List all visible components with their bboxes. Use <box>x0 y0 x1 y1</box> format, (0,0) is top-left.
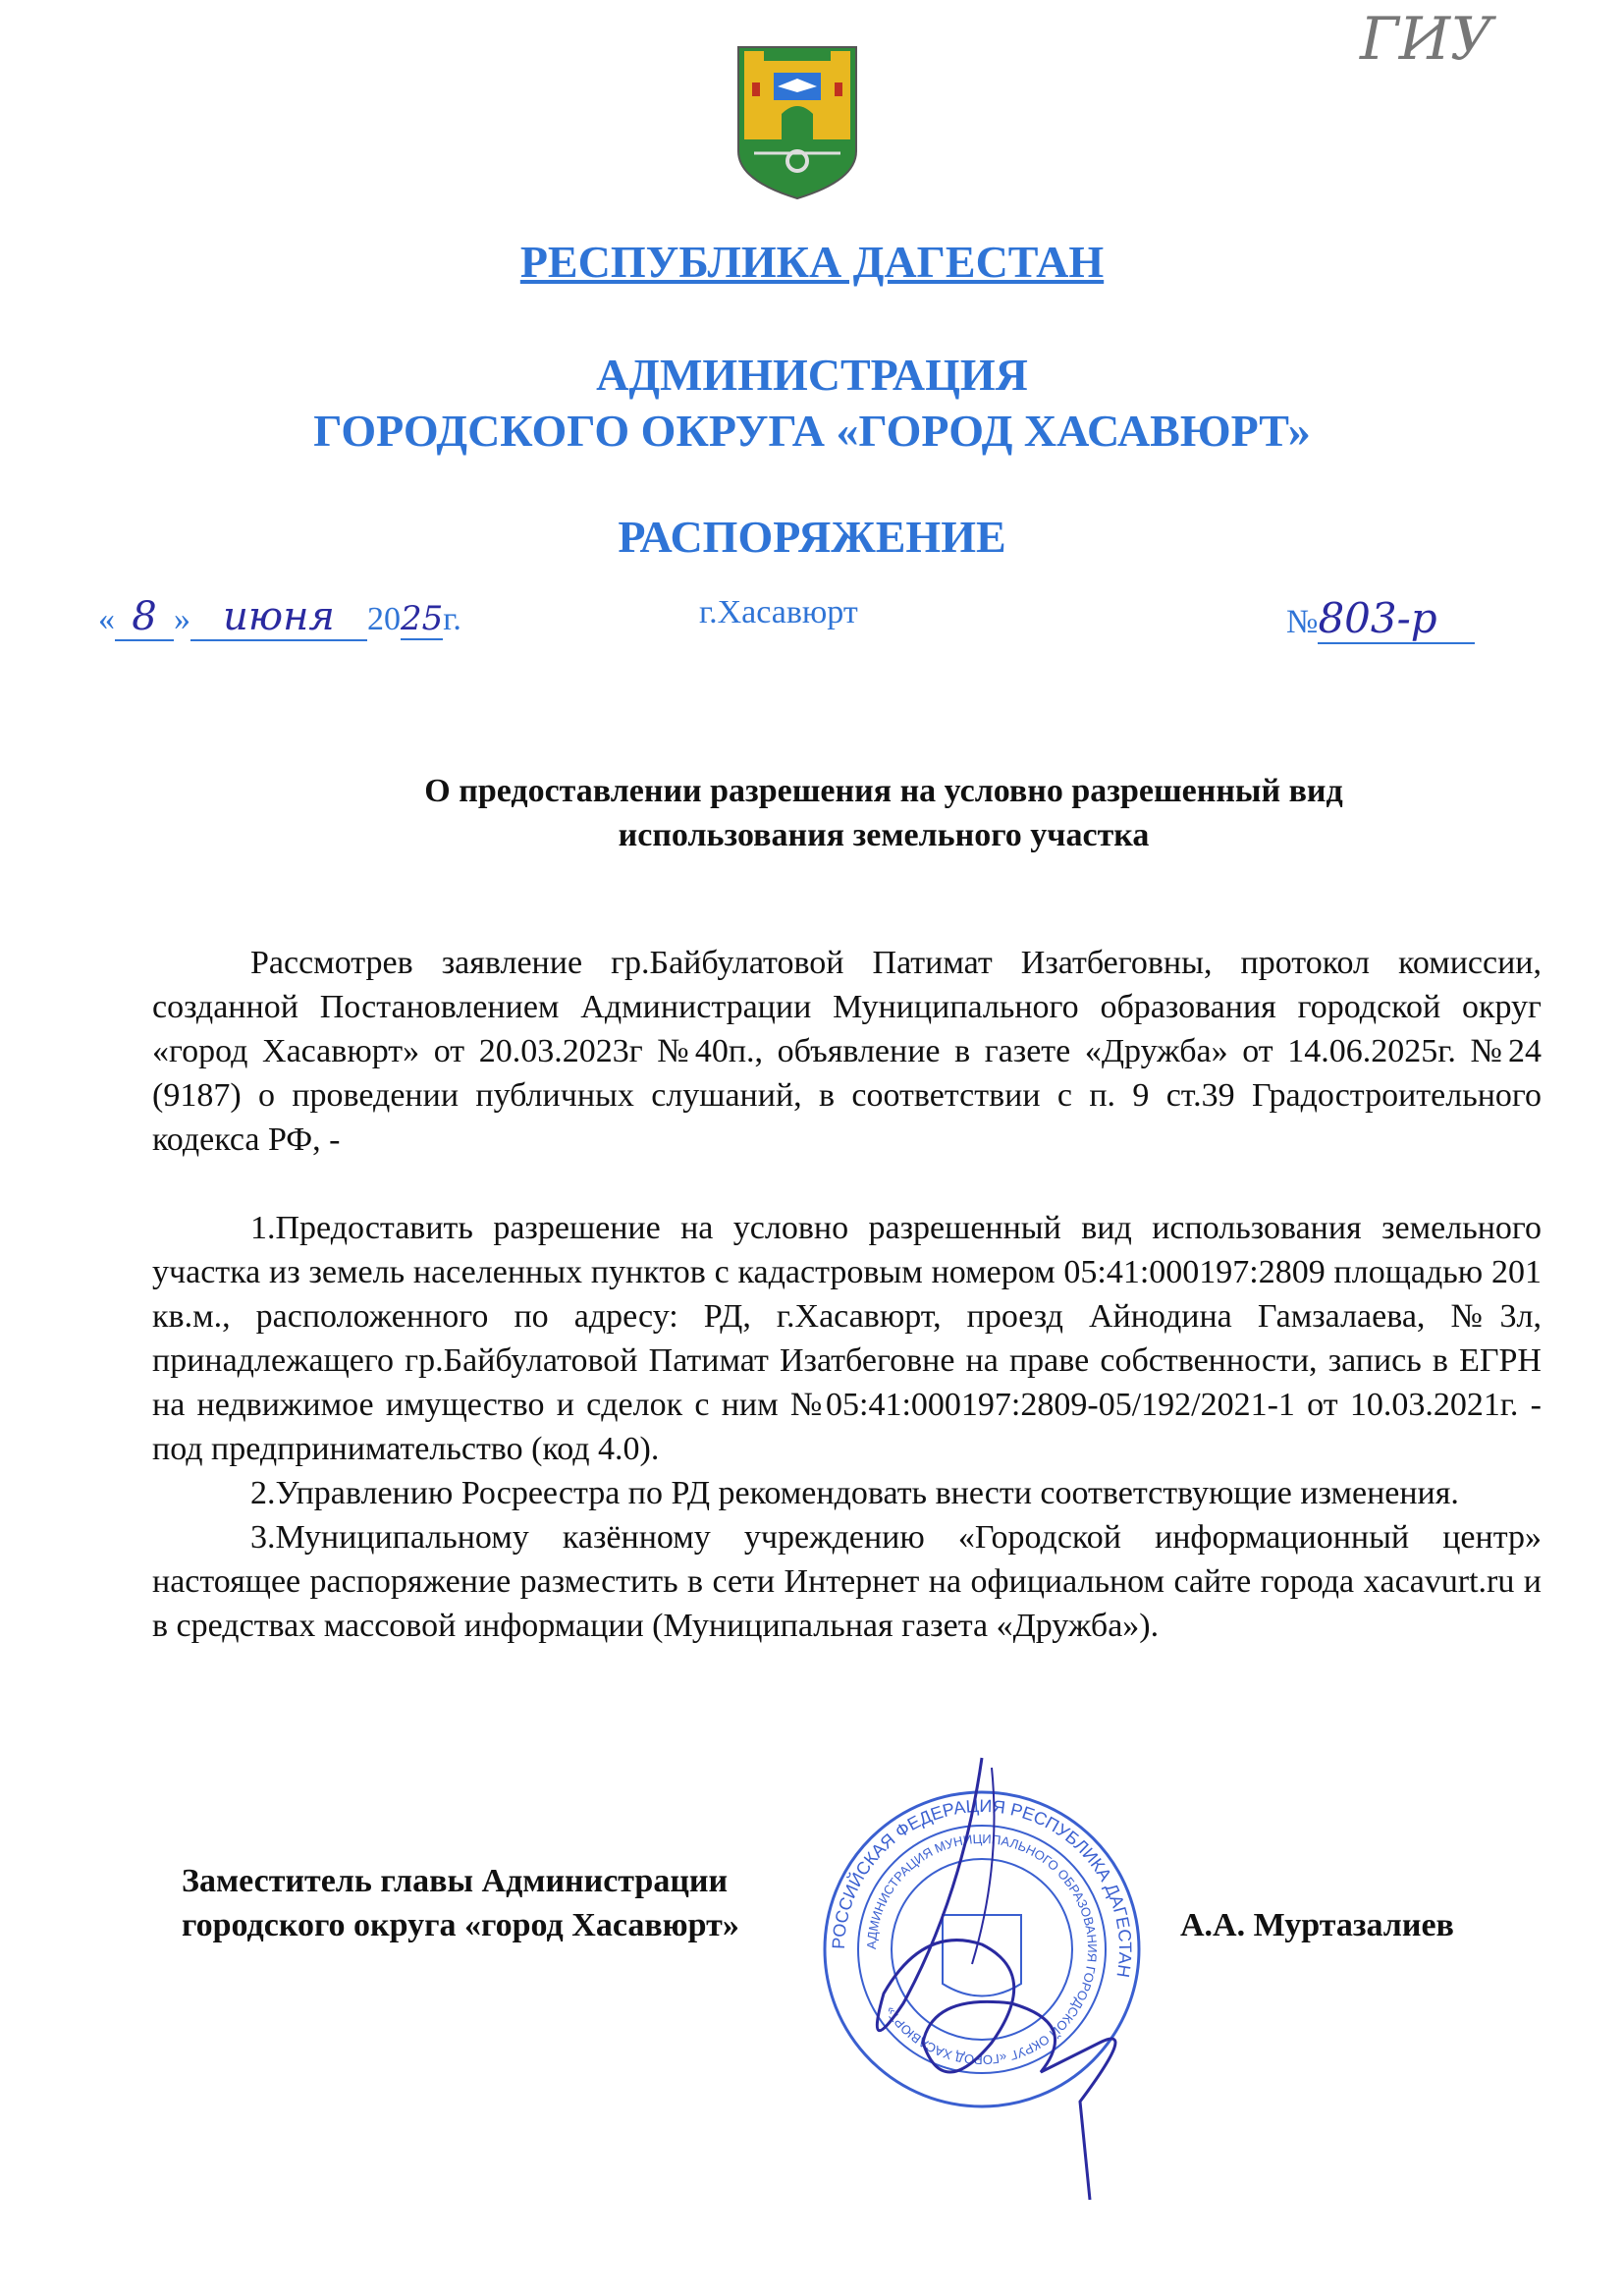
subject-line-2: использования земельного участка <box>618 817 1150 853</box>
signatory-position <box>182 1859 739 1947</box>
close-quote: » <box>174 601 190 637</box>
seal-outer-text: РОССИЙСКАЯ ФЕДЕРАЦИЯ РЕСПУБЛИКА ДАГЕСТАН <box>828 1795 1136 1979</box>
document-body <box>152 941 1542 1648</box>
year-prefix: 20 <box>367 601 401 637</box>
subject-line-1: О предоставлении разрешения на условно разрешенный вид <box>424 773 1343 809</box>
administration-title: АДМИНИСТРАЦИЯ <box>596 350 1028 400</box>
item-2-paragraph: 2.Управлению Росреестра по РД рекомендовать внести соответствующие изменения. <box>250 1475 1459 1511</box>
document-number <box>1286 594 1475 644</box>
handwritten-year: 25 <box>401 599 444 638</box>
document-type: РАСПОРЯЖЕНИЕ <box>618 512 1006 562</box>
item-1-paragraph: 1.Предоставить разрешение на условно разрешенный вид использования земельного участка из земель населенных пунктов с кадастровым номером 05:41:000197:2809 площадью 201 кв.м., расположенного по адресу: РД, г.Хасавюрт, проезд Айнодина Гамзалаева, №3л, принадлежащего гр.Байбулатовой Патимат Изатбеговне на праве собственности, запись в ЕГРН на недвижимое имущество и сделок с ним №05:41:000197:2809-05/192/2021-1 от 10.03.2021г. - под предпринимательство (код 4.0). <box>152 1210 1542 1467</box>
year-end: г. <box>443 601 461 637</box>
preamble-paragraph: Рассмотрев заявление гр.Байбулатовой Патимат Изатбеговны, протокол комиссии, созданной Постановлением Администрации Муниципального образования городской округ «город Хасавюрт» от 20.03.2023г №40п., объявление в газете «Дружба» от 14.06.2025г. №24 (9187) о проведении публичных слушаний, в соответствии с п. 9 ст.39 Градостроительного кодекса РФ, - <box>152 945 1542 1158</box>
handwritten-signature <box>844 1748 1178 2210</box>
item-3-paragraph: 3.Муниципальному казённому учреждению «Городской информационный центр» настоящее распоряжение разместить в сети Интернет на официальном сайте города xacavurt.ru и в средствах массовой информации (Муниципальная газета «Дружба»). <box>152 1519 1542 1644</box>
seal-inner-text: АДМИНИСТРАЦИЯ МУНИЦИПАЛЬНОГО ОБРАЗОВАНИЯ ГОРОДСКОЙ ОКРУГ «ГОРОД ХАСАВЮРТ» <box>863 1831 1101 2068</box>
republic-title: РЕСПУБЛИКА ДАГЕСТАН <box>519 237 1105 287</box>
handwritten-day: 8 <box>115 594 174 641</box>
corner-handwritten-mark: ГИУ <box>1360 5 1493 74</box>
date-field <box>98 594 461 641</box>
position-line-2: городского округа «город Хасавюрт» <box>182 1907 739 1943</box>
handwritten-month: июня <box>190 594 367 641</box>
subject-title <box>295 769 1473 857</box>
position-line-1: Заместитель главы Администрации <box>182 1863 729 1899</box>
open-quote: « <box>98 601 115 637</box>
administration-subtitle: ГОРОДСКОГО ОКРУГА «ГОРОД ХАСАВЮРТ» <box>313 406 1311 456</box>
number-label: № <box>1286 604 1319 640</box>
handwritten-number: 803-р <box>1318 594 1475 644</box>
signatory-name: А.А. Муртазалиев <box>1180 1907 1454 1943</box>
city-name: г.Хасавюрт <box>699 594 858 630</box>
coat-of-arms-emblem <box>734 43 860 200</box>
